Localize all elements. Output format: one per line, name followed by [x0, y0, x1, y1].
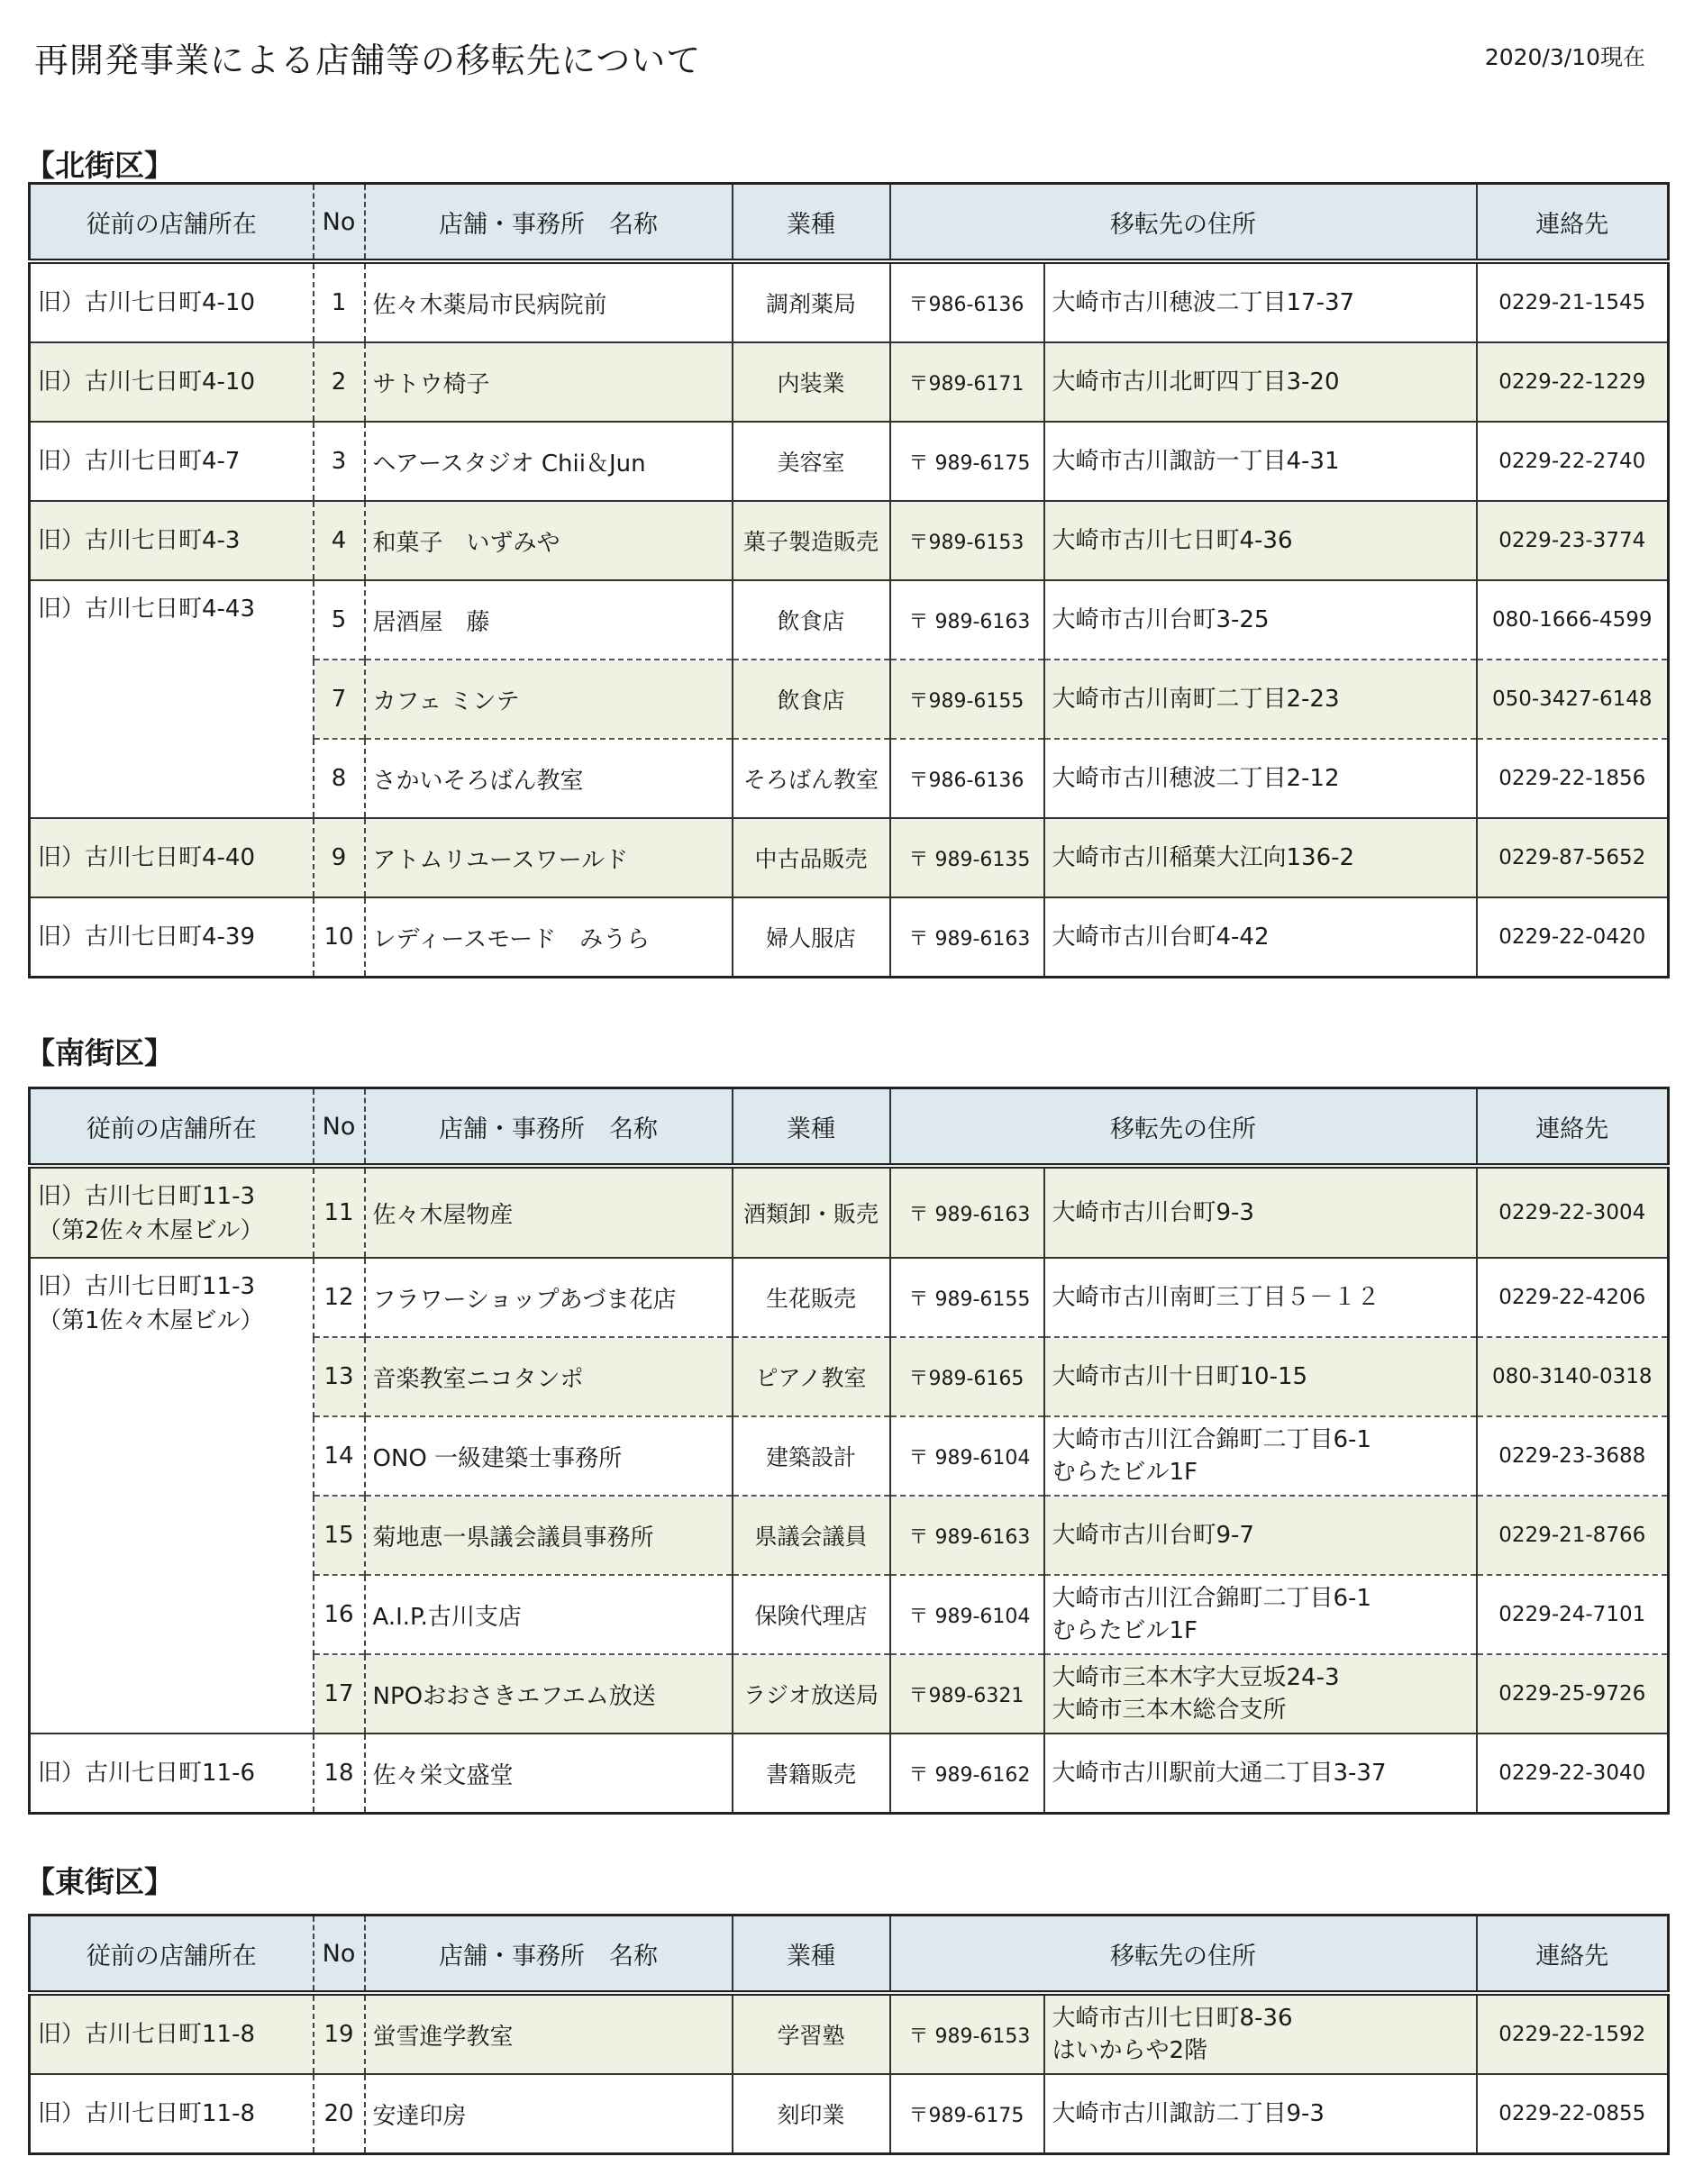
previous-location: 旧）古川七日町4-43	[30, 580, 314, 818]
table-header-row	[30, 1088, 1669, 1167]
business-type: 学習塾	[733, 1993, 890, 2074]
business-type: ピアノ教室	[733, 1337, 890, 1416]
new-address: 大崎市古川台町9-3	[1044, 1166, 1477, 1258]
page-title: 再開発事業による店舗等の移転先について	[34, 41, 702, 80]
phone-number: 0229-87-5652	[1477, 818, 1669, 897]
new-address: 大崎市古川穂波二丁目2-12	[1044, 739, 1477, 818]
previous-location: 旧）古川七日町11-6	[30, 1734, 314, 1814]
shop-number: 1	[314, 261, 365, 342]
shop-name: 佐々木薬局市民病院前	[365, 261, 733, 342]
previous-location: 旧）古川七日町11-8	[30, 1993, 314, 2074]
phone-number: 0229-22-0855	[1477, 2074, 1669, 2154]
new-address: 大崎市古川穂波二丁目17-37	[1044, 261, 1477, 342]
shop-name: 音楽教室ニコタンポ	[365, 1337, 733, 1416]
phone-number: 0229-22-4206	[1477, 1258, 1669, 1337]
postal-code: 〒989-6175	[890, 2074, 1044, 2154]
shop-number: 8	[314, 739, 365, 818]
business-type: 飲食店	[733, 660, 890, 739]
shop-number: 17	[314, 1654, 365, 1734]
table-row	[30, 1993, 1669, 2074]
postal-code: 〒989-6171	[890, 342, 1044, 422]
postal-code: 〒 989-6163	[890, 580, 1044, 660]
header-business-type: 業種	[733, 184, 890, 262]
new-address: 大崎市古川諏訪一丁目4-31	[1044, 422, 1477, 501]
postal-code: 〒 989-6104	[890, 1575, 1044, 1654]
header-shop-name: 店舗・事務所 名称	[365, 1088, 733, 1167]
postal-code: 〒 989-6163	[890, 1496, 1044, 1575]
phone-number: 0229-22-2740	[1477, 422, 1669, 501]
postal-code: 〒 989-6163	[890, 897, 1044, 978]
postal-code: 〒 989-6153	[890, 1993, 1044, 2074]
header-no: No	[314, 1088, 365, 1167]
shop-name: 蛍雪進学教室	[365, 1993, 733, 2074]
business-type: 建築設計	[733, 1416, 890, 1496]
phone-number: 080-3140-0318	[1477, 1337, 1669, 1416]
table-row	[30, 342, 1669, 422]
shop-name: カフェ ミンテ	[365, 660, 733, 739]
previous-location: 旧）古川七日町4-10	[30, 261, 314, 342]
shop-number: 5	[314, 580, 365, 660]
new-address: 大崎市古川諏訪二丁目9-3	[1044, 2074, 1477, 2154]
shop-number: 4	[314, 501, 365, 580]
shop-name: NPOおおさきエフエム放送	[365, 1654, 733, 1734]
table-row	[30, 1166, 1669, 1258]
new-address: 大崎市三本木字大豆坂24-3 大崎市三本木総合支所	[1044, 1654, 1477, 1734]
table-row	[30, 1258, 1669, 1337]
shop-number: 15	[314, 1496, 365, 1575]
phone-number: 0229-24-7101	[1477, 1575, 1669, 1654]
shop-name: 菊地恵一県議会議員事務所	[365, 1496, 733, 1575]
shop-name: ONO 一級建築士事務所	[365, 1416, 733, 1496]
previous-location: 旧）古川七日町4-10	[30, 342, 314, 422]
relocation-table	[28, 1914, 1670, 2155]
postal-code: 〒989-6153	[890, 501, 1044, 580]
as-of-date: 2020/3/10現在	[1484, 44, 1645, 70]
relocation-table	[28, 182, 1670, 978]
shop-name: さかいそろばん教室	[365, 739, 733, 818]
phone-number: 050-3427-6148	[1477, 660, 1669, 739]
shop-number: 14	[314, 1416, 365, 1496]
postal-code: 〒 989-6175	[890, 422, 1044, 501]
business-type: 保険代理店	[733, 1575, 890, 1654]
business-type: そろばん教室	[733, 739, 890, 818]
postal-code: 〒 989-6155	[890, 1258, 1044, 1337]
business-type: 書籍販売	[733, 1734, 890, 1814]
section-title: 【北街区】	[25, 148, 174, 183]
header-shop-name: 店舗・事務所 名称	[365, 184, 733, 262]
phone-number: 0229-22-1592	[1477, 1993, 1669, 2074]
postal-code: 〒989-6321	[890, 1654, 1044, 1734]
header-new-address: 移転先の住所	[890, 1088, 1477, 1167]
business-type: 中古品販売	[733, 818, 890, 897]
previous-location: 旧）古川七日町4-40	[30, 818, 314, 897]
shop-number: 7	[314, 660, 365, 739]
header-new-address: 移転先の住所	[890, 184, 1477, 262]
header-no: No	[314, 184, 365, 262]
new-address: 大崎市古川七日町4-36	[1044, 501, 1477, 580]
shop-name: A.I.P.古川支店	[365, 1575, 733, 1654]
header-contact: 連絡先	[1477, 1088, 1669, 1167]
header-previous-location: 従前の店舗所在	[30, 1916, 314, 1994]
header-previous-location: 従前の店舗所在	[30, 1088, 314, 1167]
business-type: 生花販売	[733, 1258, 890, 1337]
table-row	[30, 501, 1669, 580]
new-address: 大崎市古川江合錦町二丁目6-1 むらたビル1F	[1044, 1416, 1477, 1496]
shop-name: アトムリユースワールド	[365, 818, 733, 897]
table-header-row	[30, 184, 1669, 262]
table-row	[30, 818, 1669, 897]
postal-code: 〒 989-6135	[890, 818, 1044, 897]
new-address: 大崎市古川南町二丁目2-23	[1044, 660, 1477, 739]
header-contact: 連絡先	[1477, 1916, 1669, 1994]
shop-name: サトウ椅子	[365, 342, 733, 422]
phone-number: 0229-21-1545	[1477, 261, 1669, 342]
business-type: 県議会議員	[733, 1496, 890, 1575]
shop-number: 10	[314, 897, 365, 978]
business-type: 内装業	[733, 342, 890, 422]
phone-number: 0229-22-0420	[1477, 897, 1669, 978]
table-row	[30, 580, 1669, 660]
new-address: 大崎市古川七日町8-36 はいからや2階	[1044, 1993, 1477, 2074]
postal-code: 〒989-6165	[890, 1337, 1044, 1416]
table-row	[30, 1734, 1669, 1814]
new-address: 大崎市古川台町3-25	[1044, 580, 1477, 660]
previous-location: 旧）古川七日町4-3	[30, 501, 314, 580]
new-address: 大崎市古川台町4-42	[1044, 897, 1477, 978]
new-address: 大崎市古川北町四丁目3-20	[1044, 342, 1477, 422]
business-type: 飲食店	[733, 580, 890, 660]
previous-location: 旧）古川七日町11-3 （第2佐々木屋ビル）	[30, 1166, 314, 1258]
shop-name: 佐々木屋物産	[365, 1166, 733, 1258]
business-type: 酒類卸・販売	[733, 1166, 890, 1258]
shop-number: 20	[314, 2074, 365, 2154]
postal-code: 〒 989-6162	[890, 1734, 1044, 1814]
shop-number: 11	[314, 1166, 365, 1258]
previous-location: 旧）古川七日町11-8	[30, 2074, 314, 2154]
shop-number: 12	[314, 1258, 365, 1337]
shop-number: 3	[314, 422, 365, 501]
shop-name: 和菓子 いずみや	[365, 501, 733, 580]
new-address: 大崎市古川十日町10-15	[1044, 1337, 1477, 1416]
business-type: 美容室	[733, 422, 890, 501]
previous-location: 旧）古川七日町11-3 （第1佐々木屋ビル）	[30, 1258, 314, 1734]
table-header-row	[30, 1916, 1669, 1994]
header-business-type: 業種	[733, 1916, 890, 1994]
shop-name: フラワーショップあづま花店	[365, 1258, 733, 1337]
shop-name: レディースモード みうら	[365, 897, 733, 978]
phone-number: 0229-25-9726	[1477, 1654, 1669, 1734]
previous-location: 旧）古川七日町4-7	[30, 422, 314, 501]
phone-number: 0229-22-3040	[1477, 1734, 1669, 1814]
postal-code: 〒989-6155	[890, 660, 1044, 739]
shop-name: 居酒屋 藤	[365, 580, 733, 660]
postal-code: 〒986-6136	[890, 739, 1044, 818]
phone-number: 0229-21-8766	[1477, 1496, 1669, 1575]
shop-number: 2	[314, 342, 365, 422]
shop-number: 19	[314, 1993, 365, 2074]
shop-name: 安達印房	[365, 2074, 733, 2154]
postal-code: 〒 989-6104	[890, 1416, 1044, 1496]
phone-number: 0229-23-3774	[1477, 501, 1669, 580]
table-row	[30, 897, 1669, 978]
table-row	[30, 261, 1669, 342]
business-type: ラジオ放送局	[733, 1654, 890, 1734]
postal-code: 〒986-6136	[890, 261, 1044, 342]
phone-number: 0229-22-1856	[1477, 739, 1669, 818]
phone-number: 0229-22-3004	[1477, 1166, 1669, 1258]
header-new-address: 移転先の住所	[890, 1916, 1477, 1994]
business-type: 婦人服店	[733, 897, 890, 978]
phone-number: 080-1666-4599	[1477, 580, 1669, 660]
table-row	[30, 422, 1669, 501]
new-address: 大崎市古川南町三丁目５－１２	[1044, 1258, 1477, 1337]
section-title: 【南街区】	[25, 1035, 174, 1070]
table-row	[30, 2074, 1669, 2154]
shop-number: 9	[314, 818, 365, 897]
header-business-type: 業種	[733, 1088, 890, 1167]
relocation-table	[28, 1087, 1670, 1815]
shop-name: ヘアースタジオ Chii＆Jun	[365, 422, 733, 501]
business-type: 調剤薬局	[733, 261, 890, 342]
business-type: 刻印業	[733, 2074, 890, 2154]
header-no: No	[314, 1916, 365, 1994]
new-address: 大崎市古川台町9-7	[1044, 1496, 1477, 1575]
new-address: 大崎市古川駅前大通二丁目3-37	[1044, 1734, 1477, 1814]
postal-code: 〒 989-6163	[890, 1166, 1044, 1258]
phone-number: 0229-23-3688	[1477, 1416, 1669, 1496]
header-contact: 連絡先	[1477, 184, 1669, 262]
shop-number: 18	[314, 1734, 365, 1814]
previous-location: 旧）古川七日町4-39	[30, 897, 314, 978]
shop-number: 16	[314, 1575, 365, 1654]
shop-number: 13	[314, 1337, 365, 1416]
section-title: 【東街区】	[25, 1864, 174, 1899]
business-type: 菓子製造販売	[733, 501, 890, 580]
shop-name: 佐々栄文盛堂	[365, 1734, 733, 1814]
new-address: 大崎市古川稲葉大江向136-2	[1044, 818, 1477, 897]
new-address: 大崎市古川江合錦町二丁目6-1 むらたビル1F	[1044, 1575, 1477, 1654]
phone-number: 0229-22-1229	[1477, 342, 1669, 422]
header-shop-name: 店舗・事務所 名称	[365, 1916, 733, 1994]
header-previous-location: 従前の店舗所在	[30, 184, 314, 262]
